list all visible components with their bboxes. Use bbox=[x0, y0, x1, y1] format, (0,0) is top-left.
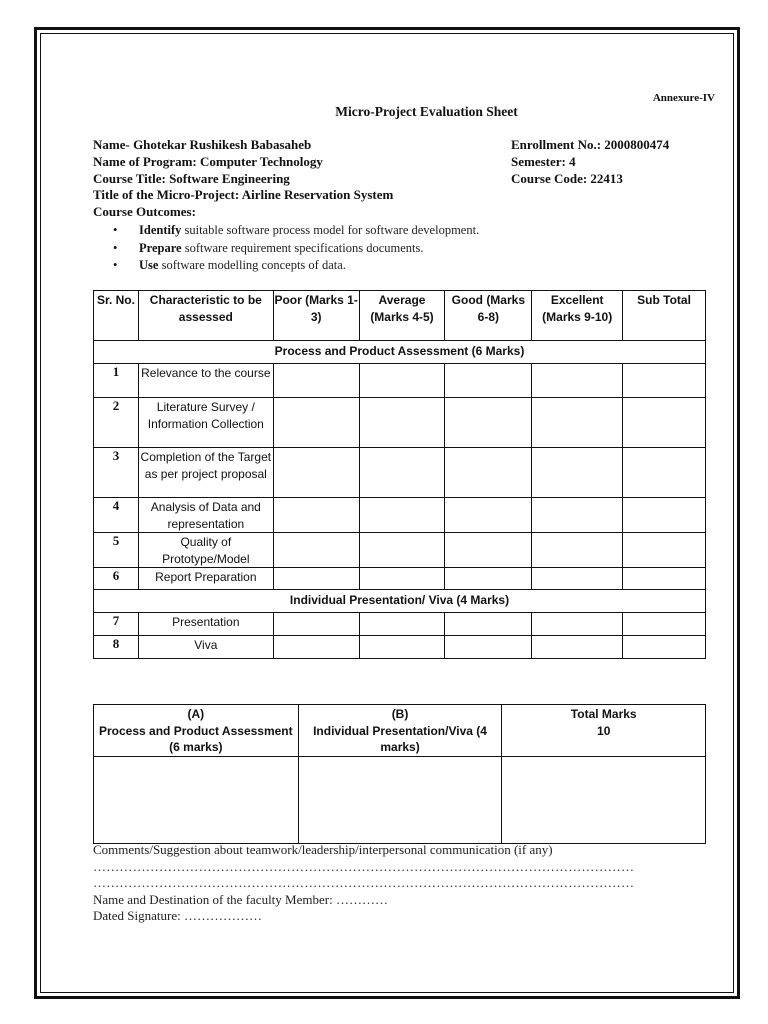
marks-cell[interactable] bbox=[273, 364, 359, 398]
course-code: Course Code: 22413 bbox=[511, 170, 623, 186]
total-marks-cell[interactable] bbox=[502, 757, 706, 844]
marks-cell[interactable] bbox=[623, 364, 706, 398]
table-row: 6 Report Preparation bbox=[94, 568, 706, 590]
list-item: • Use software modelling concepts of data. bbox=[113, 257, 479, 275]
list-item: • Prepare software requirement specifications documents. bbox=[113, 240, 479, 258]
marks-cell[interactable] bbox=[359, 448, 445, 498]
marks-cell[interactable] bbox=[359, 398, 445, 448]
summary-header-row bbox=[94, 705, 706, 757]
summary-table bbox=[93, 704, 706, 844]
header-good: Good (Marks 6-8) bbox=[445, 291, 532, 341]
marks-cell[interactable] bbox=[532, 448, 623, 498]
marks-cell[interactable] bbox=[623, 448, 706, 498]
table-row: 8 Viva bbox=[94, 636, 706, 659]
marks-cell[interactable] bbox=[623, 498, 706, 533]
marks-cell[interactable] bbox=[623, 636, 706, 659]
marks-cell[interactable] bbox=[623, 568, 706, 590]
marks-cell[interactable] bbox=[359, 533, 445, 568]
course-title: Course Title: Software Engineering bbox=[93, 170, 290, 186]
bullet-icon: • bbox=[113, 223, 118, 237]
header-poor: Poor (Marks 1-3) bbox=[273, 291, 359, 341]
table-row: 7 Presentation bbox=[94, 613, 706, 636]
marks-cell[interactable] bbox=[623, 613, 706, 636]
table-row: 5 Quality of Prototype/Model bbox=[94, 533, 706, 568]
marks-cell[interactable] bbox=[445, 448, 532, 498]
table-row: 4 Analysis of Data and representation bbox=[94, 498, 706, 533]
summary-header-b: (B) Individual Presentation/Viva (4 marks) bbox=[298, 705, 502, 757]
evaluation-table bbox=[93, 290, 706, 659]
marks-cell[interactable] bbox=[273, 398, 359, 448]
bullet-icon: • bbox=[113, 258, 118, 272]
course-outcomes-label: Course Outcomes: bbox=[93, 204, 196, 220]
student-info bbox=[93, 137, 393, 221]
marks-cell[interactable] bbox=[532, 636, 623, 659]
marks-cell[interactable] bbox=[359, 364, 445, 398]
marks-cell[interactable] bbox=[273, 498, 359, 533]
summary-header-total: Total Marks 10 bbox=[502, 705, 706, 757]
header-sub-total: Sub Total bbox=[623, 291, 706, 341]
marks-cell[interactable] bbox=[359, 498, 445, 533]
marks-cell[interactable] bbox=[532, 533, 623, 568]
marks-cell[interactable] bbox=[445, 398, 532, 448]
faculty-name-line: Name and Destination of the faculty Member: ………… bbox=[93, 891, 388, 907]
table-row: 3 Completion of the Target as per project proposal bbox=[94, 448, 706, 498]
annexure-label: Annexure-IV bbox=[652, 92, 715, 104]
enrollment-info bbox=[511, 137, 669, 187]
list-item: • Identify suitable software process model for software development. bbox=[113, 222, 479, 240]
marks-cell[interactable] bbox=[445, 568, 532, 590]
section-header-process: Process and Product Assessment (6 Marks) bbox=[94, 341, 706, 364]
student-name: Name- Ghotekar Rushikesh Babasaheb bbox=[93, 137, 312, 152]
marks-cell[interactable] bbox=[445, 636, 532, 659]
signature-line: Dated Signature: ……………… bbox=[93, 908, 262, 923]
page-title: Micro-Project Evaluation Sheet bbox=[335, 104, 518, 119]
presentation-marks-cell[interactable] bbox=[298, 757, 502, 844]
course-outcomes-list bbox=[113, 222, 479, 275]
marks-cell[interactable] bbox=[445, 533, 532, 568]
marks-cell[interactable] bbox=[532, 364, 623, 398]
marks-cell[interactable] bbox=[359, 613, 445, 636]
enrollment-number: Enrollment No.: 2000800474 bbox=[511, 137, 670, 152]
section-header-presentation: Individual Presentation/ Viva (4 Marks) bbox=[94, 590, 706, 613]
marks-cell[interactable] bbox=[359, 568, 445, 590]
marks-cell[interactable] bbox=[273, 568, 359, 590]
marks-cell[interactable] bbox=[273, 636, 359, 659]
bullet-icon: • bbox=[113, 240, 118, 255]
program-name: Name of Program: Computer Technology bbox=[93, 153, 323, 169]
table-header-row bbox=[94, 291, 706, 341]
comments-section bbox=[93, 842, 634, 925]
micro-project-title: Title of the Micro-Project: Airline Reservation System bbox=[93, 187, 394, 203]
comments-label: Comments/Suggestion about teamwork/leadership/interpersonal communication (if any) bbox=[93, 842, 553, 857]
marks-cell[interactable] bbox=[532, 613, 623, 636]
marks-cell[interactable] bbox=[623, 398, 706, 448]
marks-cell[interactable] bbox=[532, 568, 623, 590]
marks-cell[interactable] bbox=[273, 613, 359, 636]
marks-cell[interactable] bbox=[445, 498, 532, 533]
comments-line[interactable]: …………………………………………………………………………………………………………… bbox=[93, 875, 635, 890]
semester: Semester: 4 bbox=[511, 153, 576, 169]
table-row: 2 Literature Survey / Information Collection bbox=[94, 398, 706, 448]
comments-line[interactable]: …………………………………………………………………………………………………………… bbox=[93, 858, 635, 874]
header-sr-no: Sr. No. bbox=[94, 291, 139, 341]
marks-cell[interactable] bbox=[532, 498, 623, 533]
marks-cell[interactable] bbox=[445, 364, 532, 398]
header-excellent: Excellent (Marks 9-10) bbox=[532, 291, 623, 341]
marks-cell[interactable] bbox=[532, 398, 623, 448]
marks-cell[interactable] bbox=[273, 533, 359, 568]
summary-header-a: (A) Process and Product Assessment (6 marks) bbox=[94, 705, 299, 757]
table-row: 1 Relevance to the course bbox=[94, 364, 706, 398]
header-average: Average (Marks 4-5) bbox=[359, 291, 445, 341]
marks-cell[interactable] bbox=[623, 533, 706, 568]
summary-values-row bbox=[94, 757, 706, 844]
marks-cell[interactable] bbox=[359, 636, 445, 659]
header-characteristic: Characteristic to be assessed bbox=[138, 291, 273, 341]
marks-cell[interactable] bbox=[445, 613, 532, 636]
marks-cell[interactable] bbox=[273, 448, 359, 498]
process-marks-cell[interactable] bbox=[94, 757, 299, 844]
